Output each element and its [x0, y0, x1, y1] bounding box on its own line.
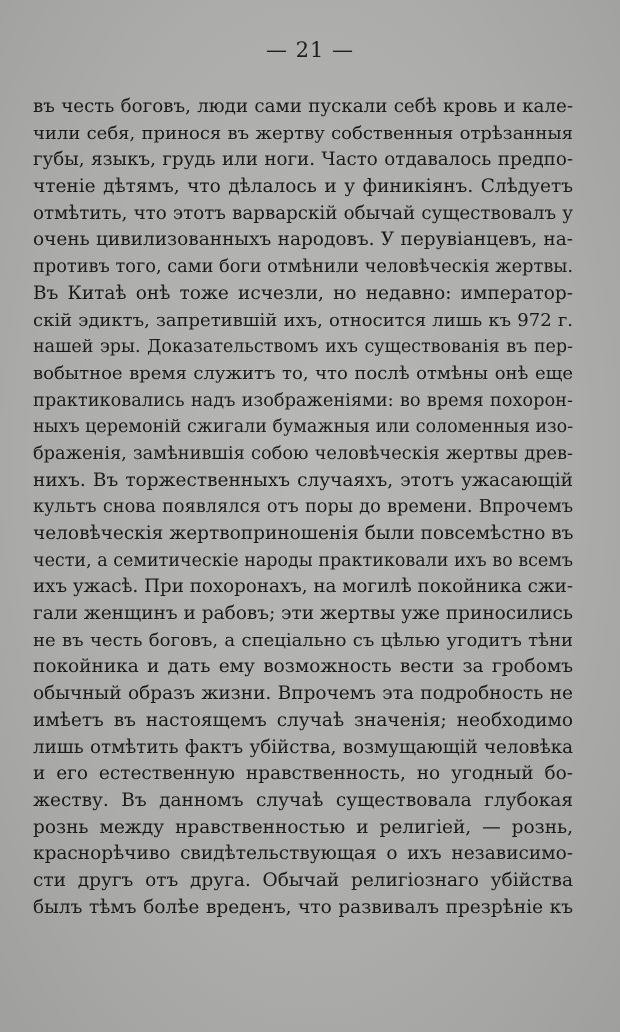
text-line: не въ честь боговъ, а спеціально съ цѣлью угодитъ тѣни	[33, 629, 573, 651]
text-line: имѣетъ въ настоящемъ случаѣ значенія; необходимо	[33, 709, 573, 731]
text-line: былъ тѣмъ болѣе вреденъ, что развивалъ презрѣніе къ	[33, 896, 573, 918]
text-line: очень цивилизованныхъ народовъ. У перувіанцевъ, на-	[33, 229, 573, 251]
text-line: браженія, замѣнившія собою человѣческія жертвы древ-	[33, 443, 573, 464]
text-line: Въ Китаѣ онѣ тоже исчезли, но недавно: император-	[33, 282, 573, 304]
text-line: нихъ. Въ торжественныхъ случаяхъ, этотъ ужасающій	[33, 469, 573, 491]
text-line: практиковались надъ изображеніями: во время похорон-	[33, 390, 573, 411]
text-line: гали женщинъ и рабовъ; эти жертвы уже приносились	[33, 603, 573, 625]
text-line: губы, языкъ, грудь или ноги. Часто отдавалось предпо-	[33, 149, 573, 171]
text-line: человѣческія жертвоприношенія были повсемѣстно въ	[33, 523, 573, 544]
text-line: ныхъ церемоній сжигали бумажныя или соломенныя изо-	[33, 417, 573, 438]
text-line: культъ снова появлялся отъ поры до времени. Впрочемъ	[33, 497, 573, 518]
text-line: и его естественную нравственность, но угодный бо-	[33, 763, 573, 785]
text-line: нашей эры. Доказательствомъ ихъ существованія въ пер-	[33, 337, 573, 358]
text-line: покойника и дать ему возможность вести за гробомъ	[33, 656, 573, 678]
body-text	[33, 94, 573, 921]
text-line: жеству. Въ данномъ случаѣ существовала глубокая	[33, 789, 573, 811]
text-line: чести, а семитическіе народы практиковали ихъ во всемъ	[33, 550, 573, 571]
text-line: краснорѣчиво свидѣтельствующая о ихъ независимо-	[33, 843, 573, 865]
text-line: ихъ ужасѣ. При похоронахъ, на могилѣ покойника сжи-	[33, 576, 573, 598]
text-line: рознь между нравственностью и религіей, — рознь,	[33, 816, 573, 838]
text-line: скій эдиктъ, запретившій ихъ, относится лишь къ 972 г.	[33, 309, 573, 331]
text-line: въ честь боговъ, люди сами пускали себѣ кровь и кале-	[33, 96, 573, 117]
text-line: чили себя, принося въ жертву собственныя отрѣзанныя	[33, 122, 573, 144]
page-number: — 21 —	[265, 38, 355, 62]
text-line: сти другъ отъ друга. Обычай религіознаго убійства	[33, 869, 573, 891]
text-line: обычный образъ жизни. Впрочемъ эта подробность не	[33, 683, 573, 705]
text-line: отмѣтить, что этотъ варварскій обычай существовалъ у	[33, 202, 573, 224]
text-line: лишь отмѣтить фактъ убійства, возмущающій человѣка	[33, 736, 573, 758]
text-line: чтеніе дѣтямъ, что дѣлалось и у финикіянъ. Слѣдуетъ	[33, 176, 573, 198]
text-line: вобытное время служитъ то, что послѣ отмѣны онѣ еще	[33, 362, 573, 384]
text-line: противъ того, сами боги отмѣнили человѣческія жертвы.	[33, 257, 573, 278]
